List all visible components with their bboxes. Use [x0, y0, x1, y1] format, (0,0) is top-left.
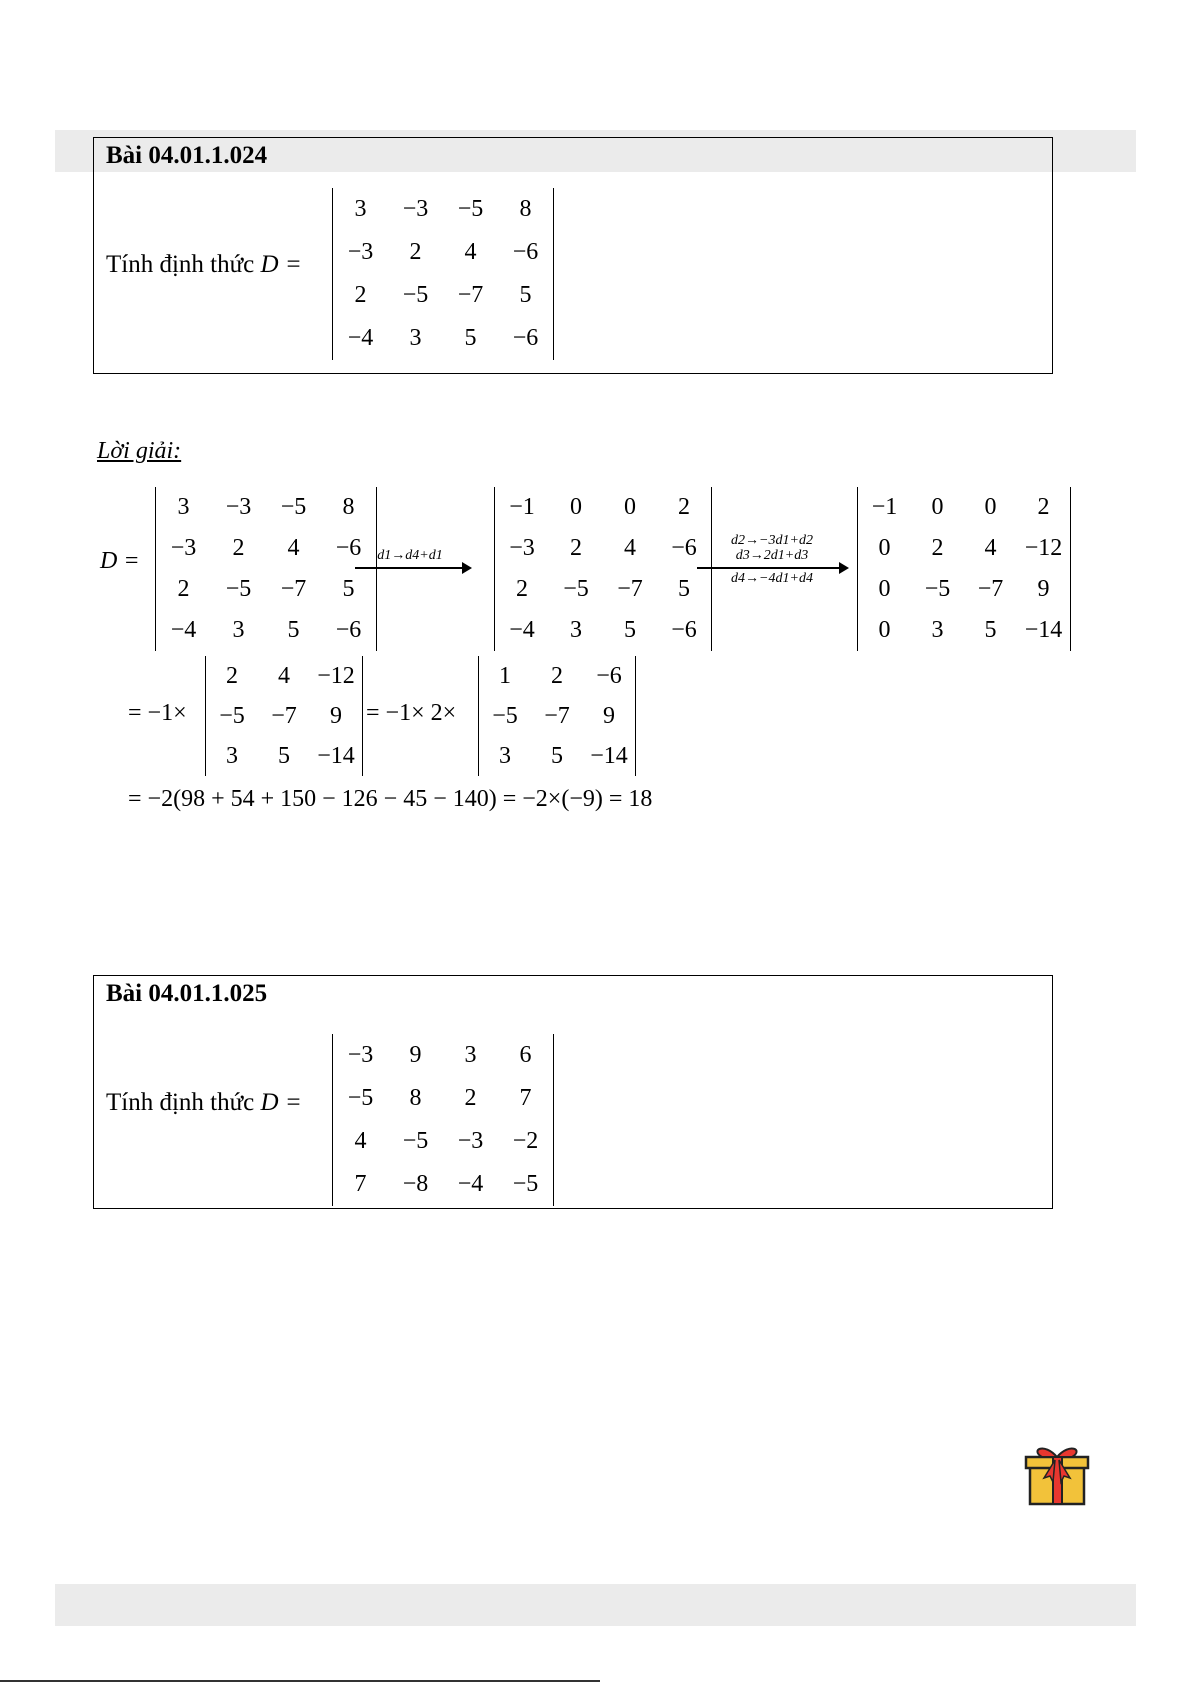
solution-heading: Lời giải: [97, 438, 182, 464]
matrix-cell: −12 [1024, 535, 1063, 561]
step2-mid: = −1× 2× [366, 700, 457, 726]
matrix-cell: −5 [280, 494, 307, 520]
matrix-cell: 0 [878, 576, 891, 602]
matrix-cell: 3 [177, 494, 190, 520]
matrix-cell: −6 [335, 617, 362, 643]
matrix-cell: 9 [1037, 576, 1050, 602]
matrix-cell: −5 [563, 576, 589, 602]
matrix-cell: 4 [464, 239, 477, 265]
matrix-cell: 2 [232, 535, 245, 561]
matrix-cell: 3 [226, 742, 238, 769]
matrix-cell: 8 [342, 494, 355, 520]
problem-prompt [106, 251, 302, 279]
matrix-cell: 2 [931, 535, 944, 561]
matrix-cell: 5 [624, 617, 636, 643]
matrix-cell: −5 [402, 1128, 429, 1154]
matrix-row [156, 610, 376, 651]
footer-rule [0, 1680, 600, 1682]
matrix-cell: −3 [225, 494, 252, 520]
matrix-cell: −5 [219, 702, 245, 729]
matrix-cell: −6 [671, 535, 697, 561]
matrix-cell: −5 [512, 1171, 539, 1197]
problem-box-025 [93, 975, 1053, 1209]
row-operation-2a: d2→−3d1+d2 [731, 533, 813, 548]
matrix-row [156, 569, 376, 610]
matrix-cell: −6 [335, 535, 362, 561]
matrix-cell: −4 [170, 617, 197, 643]
matrix-cell: 9 [330, 702, 342, 729]
matrix-cell: −7 [544, 702, 570, 729]
matrix-cell: −12 [317, 662, 355, 689]
matrix-row [333, 1163, 553, 1206]
matrix-step-1 [494, 487, 712, 651]
matrix-cell: 2 [516, 576, 528, 602]
prompt-variable: D = [260, 1089, 302, 1116]
matrix-cell: 7 [354, 1171, 367, 1197]
matrix-row [156, 528, 376, 569]
matrix-cell: −5 [492, 702, 518, 729]
matrix-cell: −3 [170, 535, 197, 561]
prompt-text: Tính định thức [106, 1089, 255, 1116]
matrix-row [333, 188, 553, 231]
matrix-cell: 0 [570, 494, 582, 520]
matrix-cell: 4 [624, 535, 636, 561]
matrix-table [156, 487, 376, 651]
matrix-cell: −5 [457, 196, 484, 222]
matrix-cell: 2 [1037, 494, 1050, 520]
matrix-cell: −6 [671, 617, 697, 643]
matrix-row [479, 656, 635, 696]
matrix-cell: 8 [409, 1085, 422, 1111]
matrix-cell: 5 [678, 576, 690, 602]
matrix-cell: 3 [232, 617, 245, 643]
matrix-cell: 5 [464, 325, 477, 351]
matrix-cell: 0 [984, 494, 997, 520]
matrix-row [858, 487, 1070, 528]
footer-band [55, 1584, 1136, 1626]
matrix-row [858, 610, 1070, 651]
matrix-cell: −4 [347, 325, 374, 351]
problem-title: Bài 04.01.1.024 [106, 142, 268, 169]
arrow-1 [355, 567, 470, 569]
matrix-row [479, 696, 635, 736]
arrow-2 [697, 567, 847, 569]
matrix-cell: −5 [402, 282, 429, 308]
matrix-original [155, 487, 377, 651]
matrix-row [333, 1077, 553, 1120]
matrix-cell: −3 [509, 535, 535, 561]
matrix-cell: −6 [512, 239, 539, 265]
matrix-cell: 5 [342, 576, 355, 602]
matrix-cell: −6 [512, 325, 539, 351]
solution-lhs [100, 548, 140, 575]
matrix-row [333, 274, 553, 317]
matrix-cell: −3 [347, 1042, 374, 1068]
row-operation-1: d1→d4+d1 [377, 548, 443, 563]
matrix-cell: −4 [457, 1171, 484, 1197]
matrix-row [479, 736, 635, 776]
row-operation-2c: d4→−4d1+d4 [731, 571, 813, 586]
matrix-cell: −8 [402, 1171, 429, 1197]
matrix-table [479, 656, 635, 776]
matrix-cell: 0 [624, 494, 636, 520]
matrix-cell: 7 [519, 1085, 532, 1111]
matrix-cell: 3 [409, 325, 422, 351]
matrix-cell: 4 [278, 662, 290, 689]
matrix-cell: 5 [287, 617, 300, 643]
matrix-cell: 3 [354, 196, 367, 222]
matrix-cell: 3 [570, 617, 582, 643]
matrix-cell: 9 [409, 1042, 422, 1068]
matrix-cell: −14 [1024, 617, 1063, 643]
matrix-cell: 2 [177, 576, 190, 602]
matrix-cell: 2 [678, 494, 690, 520]
matrix-row [495, 610, 711, 651]
matrix-row [333, 1120, 553, 1163]
matrix-cell: 2 [409, 239, 422, 265]
determinant-matrix [332, 1034, 554, 1206]
matrix-row [333, 1034, 553, 1077]
matrix-cell: −7 [280, 576, 307, 602]
matrix-cell: 9 [603, 702, 615, 729]
matrix-cell: 3 [464, 1042, 477, 1068]
matrix-cell: 5 [278, 742, 290, 769]
minor-matrix-1 [205, 656, 363, 776]
matrix-row [495, 528, 711, 569]
matrix-cell: 2 [354, 282, 367, 308]
matrix-row [495, 569, 711, 610]
matrix-cell: −14 [590, 742, 628, 769]
matrix-cell: 0 [878, 617, 891, 643]
matrix-cell: 2 [551, 662, 563, 689]
matrix-cell: 0 [931, 494, 944, 520]
matrix-row [206, 736, 362, 776]
matrix-row [858, 569, 1070, 610]
matrix-row [333, 317, 553, 360]
matrix-cell: 3 [499, 742, 511, 769]
matrix-cell: 0 [878, 535, 891, 561]
matrix-table [206, 656, 362, 776]
prompt-text: Tính định thức [106, 251, 255, 278]
matrix-cell: 2 [226, 662, 238, 689]
matrix-cell: −1 [871, 494, 898, 520]
matrix-cell: 2 [570, 535, 582, 561]
minor-matrix-2 [478, 656, 636, 776]
matrix-cell: 5 [519, 282, 532, 308]
matrix-cell: 1 [499, 662, 511, 689]
matrix-cell: 2 [464, 1085, 477, 1111]
matrix-cell: 4 [354, 1128, 367, 1154]
determinant-matrix [332, 188, 554, 360]
matrix-cell: −7 [271, 702, 297, 729]
matrix-cell: −5 [924, 576, 951, 602]
matrix-cell: 4 [984, 535, 997, 561]
step2-prefix: = −1× [128, 700, 187, 726]
matrix-row [333, 231, 553, 274]
matrix-cell: 3 [931, 617, 944, 643]
matrix-cell: −7 [617, 576, 643, 602]
matrix-row [206, 656, 362, 696]
matrix-cell: −1 [509, 494, 535, 520]
matrix-row [495, 487, 711, 528]
problem-title: Bài 04.01.1.025 [106, 980, 268, 1007]
matrix-cell: −5 [225, 576, 252, 602]
matrix-cell: −5 [347, 1085, 374, 1111]
matrix-step-2 [857, 487, 1071, 651]
matrix-row [858, 528, 1070, 569]
matrix-table [858, 487, 1070, 651]
problem-prompt [106, 1089, 302, 1117]
matrix-cell: 4 [287, 535, 300, 561]
matrix-table [495, 487, 711, 651]
matrix-cell: −14 [317, 742, 355, 769]
problem-box-024 [93, 137, 1053, 374]
final-computation: = −2(98 + 54 + 150 − 126 − 45 − 140) = −2×(−9) = 18 [128, 786, 653, 812]
matrix-table [333, 1034, 553, 1206]
matrix-cell: 8 [519, 196, 532, 222]
matrix-cell: −2 [512, 1128, 539, 1154]
matrix-row [206, 696, 362, 736]
lhs-text: D = [100, 548, 140, 574]
gift-icon[interactable] [1022, 1440, 1092, 1510]
prompt-variable: D = [260, 251, 302, 278]
row-operation-2b: d3→2d1+d3 [735, 548, 809, 563]
matrix-cell: −3 [347, 239, 374, 265]
matrix-cell: −7 [977, 576, 1004, 602]
matrix-cell: −3 [402, 196, 429, 222]
matrix-cell: −6 [596, 662, 622, 689]
matrix-cell: 6 [519, 1042, 532, 1068]
matrix-cell: −3 [457, 1128, 484, 1154]
matrix-cell: 5 [551, 742, 563, 769]
matrix-cell: −4 [509, 617, 535, 643]
matrix-cell: 5 [984, 617, 997, 643]
matrix-table [333, 188, 553, 360]
matrix-cell: −7 [457, 282, 484, 308]
matrix-row [156, 487, 376, 528]
